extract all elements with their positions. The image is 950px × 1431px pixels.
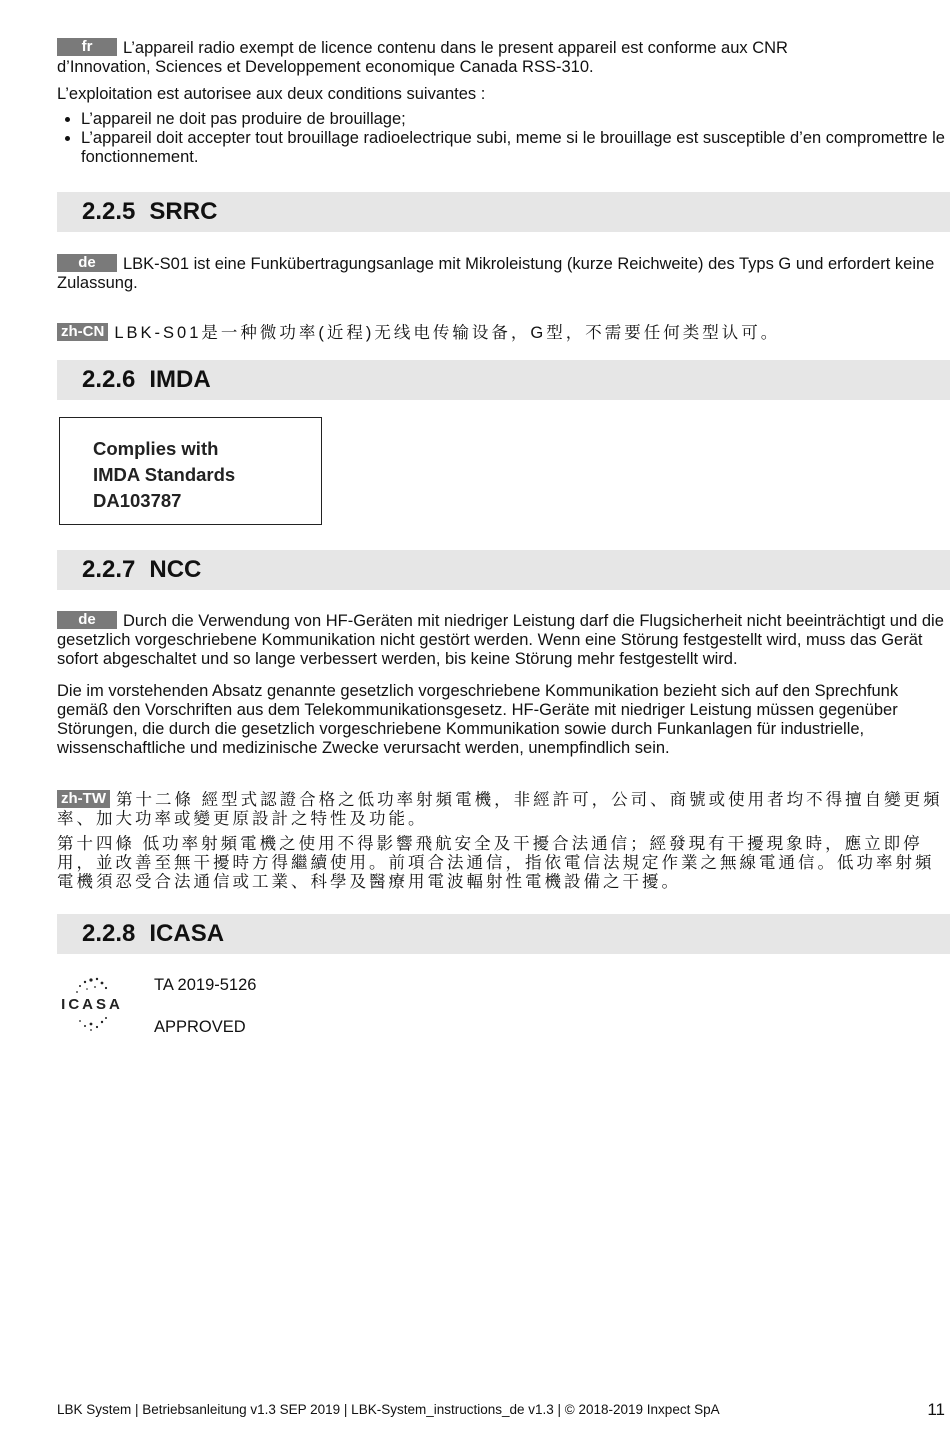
icasa-details (154, 975, 256, 1037)
ncc-zh-paragraph-2: 第十四條 低功率射頻電機之使用不得影響飛航安全及干擾合法通信；經發現有干擾現象時，應立即停用，並改善至無干擾時方得繼續使用。前項合法通信，指依電信法規定作業之無線電通信。低功率射頻電機須忍受合法通信或工業、科學及醫療用電波輻射性電機設備之干擾。 (57, 835, 935, 891)
ncc-de-paragraph-2: Die im vorstehenden Absatz genannte gesetzlich vorgeschriebene Kommunikation bezieht sich auf den Sprechfunk gemäß den Vorschriften aus dem Telekommunikationsgesetz. HF-Geräte mit niedriger Leistung müssen gegenüber Störungen, die durch die gesetzlich vorgeschriebene Kommunikation sowie durch Funkanlagen für industrielle, wissenschaftliche und medizinische Zwecke verursacht werden, unempfindlich sein. (57, 682, 899, 757)
footer-text: LBK System | Betriebsanleitung v1.3 SEP 2019 | LBK-System_instructions_de v1.3 | © 2018-2019 Inxpect SpA (57, 1402, 720, 1417)
imda-line: Complies with (93, 438, 219, 459)
list-item: • L’appareil ne doit pas produire de brouillage; (81, 110, 950, 129)
icasa-logo (57, 974, 127, 1036)
fr-conditions: L’exploitation est autorisee aux deux conditions suivantes : (57, 85, 486, 103)
section-number: 2.2.5 (82, 198, 136, 225)
fr-bullet-list (57, 110, 950, 167)
section-title: IMDA (149, 366, 211, 393)
lang-tag-fr: fr (57, 38, 117, 56)
lang-tag-de: de (57, 611, 117, 629)
srrc-de-paragraph (57, 254, 950, 293)
lang-tag-de: de (57, 254, 117, 272)
icasa-status: APPROVED (154, 1018, 246, 1036)
section-heading-icasa (57, 914, 950, 954)
section-title: ICASA (149, 920, 225, 947)
page-number: 11 (927, 1400, 945, 1419)
section-title: NCC (149, 556, 202, 583)
lang-tag-zh-tw: zh-TW (57, 790, 110, 808)
document-page (57, 36, 950, 1037)
ncc-de-paragraph-1 (57, 611, 950, 669)
ncc-zh-text-1: 第十二條 經型式認證合格之低功率射頻電機，非經許可，公司、商號或使用者均不得擅自變更頻率、加大功率或變更原設計之特性及功能。 (57, 791, 943, 828)
icasa-ta-number: TA 2019-5126 (154, 976, 257, 994)
section-number: 2.2.6 (82, 366, 136, 393)
fr-paragraph (57, 38, 950, 77)
page-footer (57, 1402, 950, 1417)
srrc-de-text: LBK-S01 ist eine Funkübertragungsanlage mit Mikroleistung (kurze Reichweite) des Typs G und erfordert keine Zulassung. (57, 255, 935, 292)
section-number: 2.2.7 (82, 556, 136, 583)
section-heading-imda (57, 360, 950, 400)
section-heading-ncc (57, 550, 950, 590)
icasa-logo-text: ICASA (61, 996, 123, 1013)
fr-line2: d’Innovation, Sciences et Developpement economique Canada RSS-310. (57, 58, 594, 76)
imda-line: IMDA Standards (93, 464, 236, 485)
section-number: 2.2.8 (82, 920, 136, 947)
srrc-zh-paragraph (57, 323, 950, 343)
list-item: • L’appareil doit accepter tout brouillage radioelectrique subi, meme si le brouillage est susceptible d’en compromettre le fonctionnement. (81, 129, 950, 167)
section-heading-srrc (57, 192, 950, 232)
lang-tag-zh-cn: zh-CN (57, 323, 108, 341)
srrc-zh-text: LBK-S01是一种微功率(近程)无线电传输设备，G型，不需要任何类型认可。 (114, 324, 781, 342)
imda-compliance-label (59, 417, 322, 525)
imda-line: DA103787 (93, 490, 182, 511)
section-title: SRRC (149, 198, 218, 225)
icasa-logo-graphic (57, 974, 127, 1036)
fr-line1: L’appareil radio exempt de licence contenu dans le present appareil est conforme aux CNR (123, 39, 788, 57)
icasa-approval (57, 954, 950, 1037)
ncc-zh-paragraph-1 (57, 790, 950, 829)
ncc-de-text-1: Durch die Verwendung von HF-Geräten mit niedriger Leistung darf die Flugsicherheit nicht beeinträchtigt und die gesetzlich vorgeschriebene Kommunikation nicht gestört werden. Wenn eine Störung festgestellt wird, muss das Gerät sofort abgeschaltet und so lange verbessert werden, bis keine Störung mehr festgestellt wird. (57, 612, 944, 668)
